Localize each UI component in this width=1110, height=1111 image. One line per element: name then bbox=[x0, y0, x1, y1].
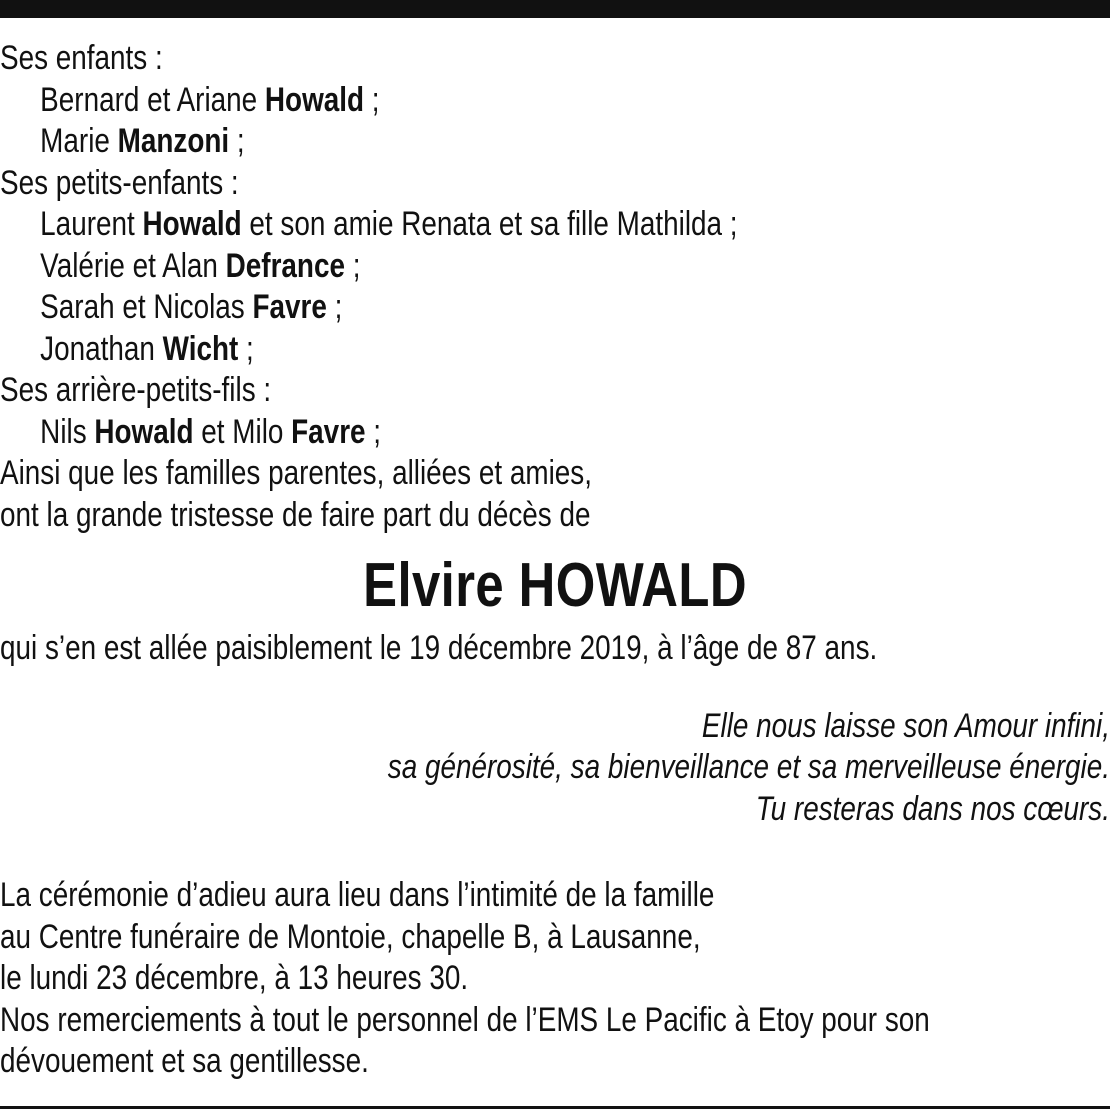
ceremony-details bbox=[0, 875, 1110, 1083]
grandchild-surname: Defrance bbox=[225, 246, 345, 285]
ceremony-line: le lundi 23 décembre, à 13 heures 30. bbox=[0, 959, 469, 997]
great-grandchild-given-name: Nils bbox=[40, 412, 95, 451]
child-entry bbox=[0, 80, 910, 122]
grandchildren-heading: Ses petits-enfants : bbox=[0, 163, 239, 202]
great-grandchildren-heading: Ses arrière-petits-fils : bbox=[0, 371, 272, 409]
grandchild-suffix: ; bbox=[344, 246, 361, 285]
thanks-line: dévouement et sa gentillesse. bbox=[0, 1042, 369, 1080]
grandchild-given-names: Sarah et Nicolas bbox=[40, 288, 253, 326]
quote-line: sa générosité, sa bienveillance et sa merveilleuse énergie. bbox=[387, 748, 1110, 786]
ceremony-line: au Centre funéraire de Montoie, chapelle B, à Lausanne, bbox=[0, 917, 701, 956]
quote-line: Elle nous laisse son Amour infini, bbox=[701, 706, 1110, 745]
great-grandchild-suffix: ; bbox=[365, 412, 382, 451]
tribute-quote bbox=[0, 706, 1110, 831]
great-grandchild-surname: Favre bbox=[291, 412, 366, 451]
quote-line: Tu resteras dans nos cœurs. bbox=[755, 789, 1110, 828]
child-given-names: Marie bbox=[40, 122, 118, 160]
grandchild-surname: Wicht bbox=[162, 329, 239, 368]
great-grandchild-connector: et Milo bbox=[193, 412, 292, 451]
families-line: Ainsi que les familles parentes, alliées et amies, bbox=[0, 454, 592, 492]
great-grandchild-surname: Howald bbox=[94, 412, 194, 451]
child-entry bbox=[0, 121, 910, 163]
grandchild-entry bbox=[0, 287, 910, 329]
ceremony-line: La cérémonie d’adieu aura lieu dans l’intimité de la famille bbox=[0, 876, 715, 914]
obituary-notice bbox=[0, 38, 1110, 1083]
deceased-name: Elvire HOWALD bbox=[363, 551, 747, 620]
passed-line: qui s’en est allée paisiblement le 19 décembre 2019, à l’âge de 87 ans. bbox=[0, 629, 878, 667]
grandchild-entry bbox=[0, 329, 910, 371]
deceased-name-block bbox=[0, 546, 1110, 626]
grandchild-given-names: Jonathan bbox=[40, 329, 163, 368]
great-grandchild-entry bbox=[0, 412, 910, 454]
grandchild-given-names: Valérie et Alan bbox=[40, 246, 226, 285]
bottom-rule bbox=[0, 1106, 1110, 1109]
child-suffix: ; bbox=[364, 80, 380, 119]
grandchild-surname: Favre bbox=[252, 288, 327, 326]
grandchild-given-names: Laurent bbox=[40, 205, 143, 243]
child-surname: Howald bbox=[264, 80, 365, 119]
grandchild-suffix: ; bbox=[238, 329, 254, 368]
grandchild-entry bbox=[0, 204, 910, 246]
child-given-names: Bernard et Ariane bbox=[40, 80, 265, 119]
grandchild-surname: Howald bbox=[142, 205, 242, 243]
children-heading: Ses enfants : bbox=[0, 39, 163, 77]
thanks-line: Nos remerciements à tout le personnel de l’EMS Le Pacific à Etoy pour son bbox=[0, 1000, 930, 1039]
grandchild-entry bbox=[0, 246, 910, 288]
child-surname: Manzoni bbox=[117, 122, 230, 160]
child-suffix: ; bbox=[229, 122, 245, 160]
announce-line: ont la grande tristesse de faire part du décès de bbox=[0, 495, 591, 534]
grandchild-suffix: ; bbox=[326, 288, 343, 326]
grandchild-suffix: et son amie Renata et sa fille Mathilda ; bbox=[241, 205, 738, 243]
top-rule bbox=[0, 0, 1110, 18]
